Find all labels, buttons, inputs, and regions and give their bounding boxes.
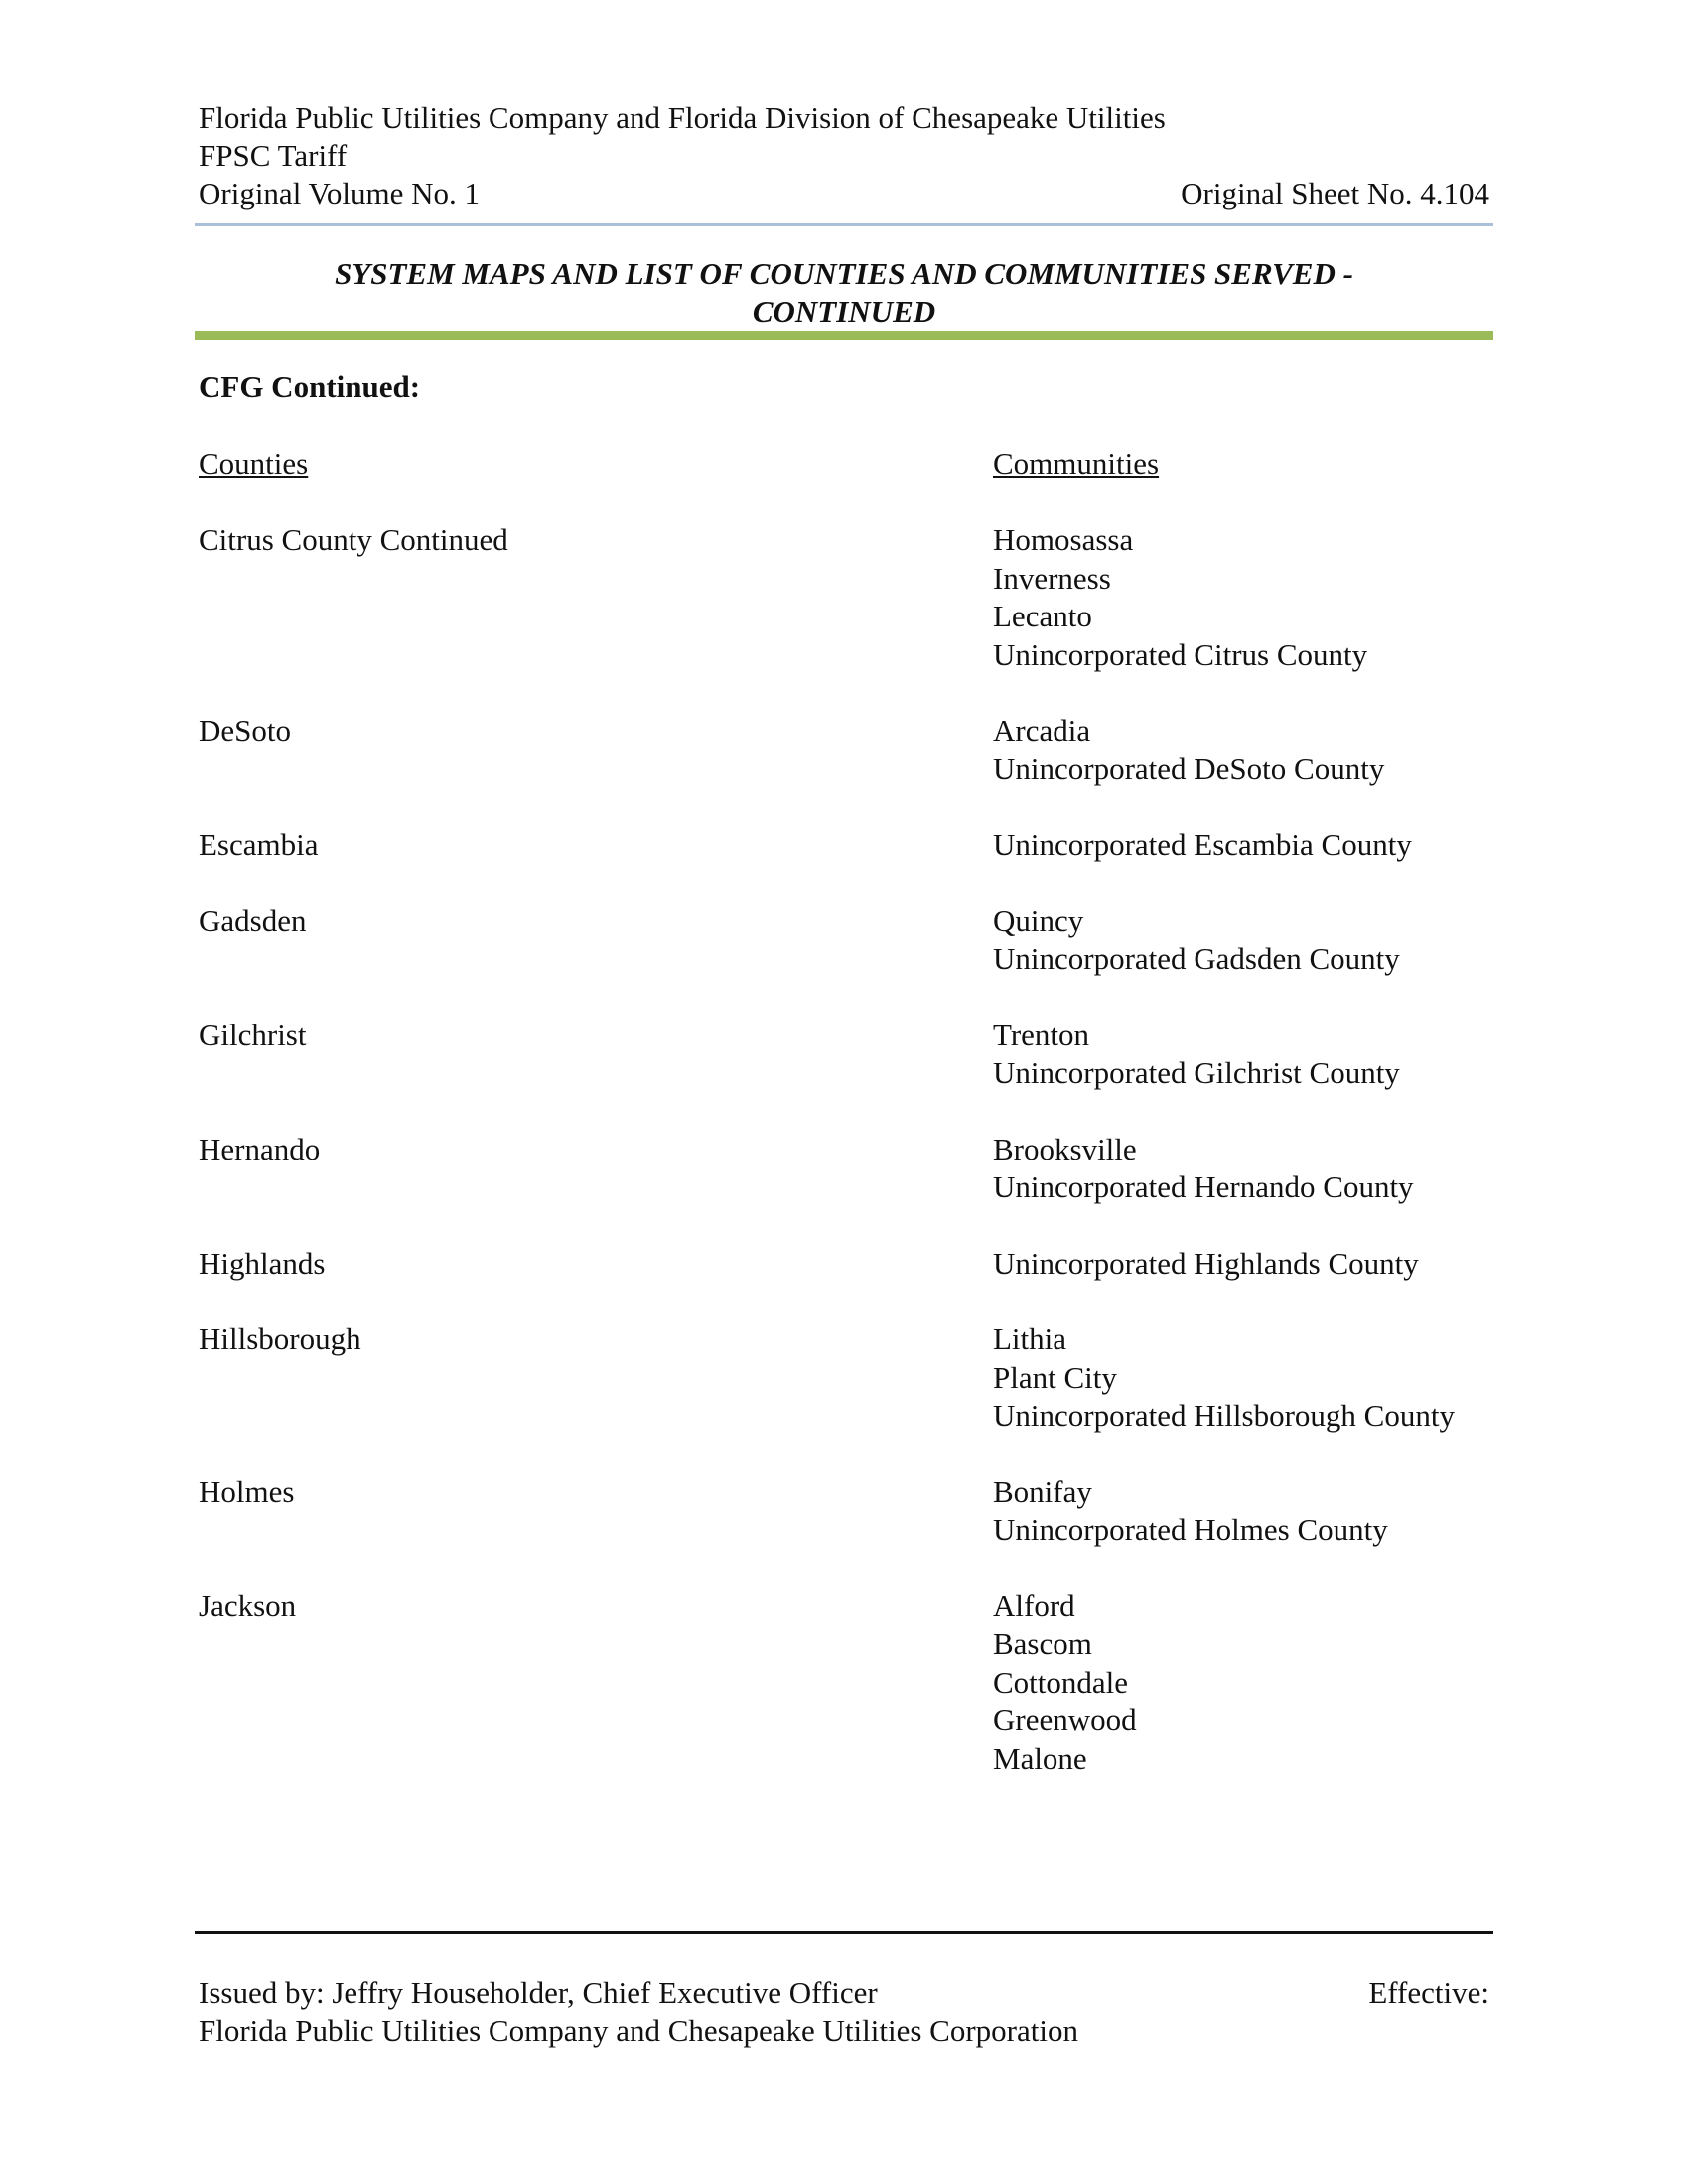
community-name: Brooksville xyxy=(993,1131,1137,1166)
community-name: Unincorporated Highlands County xyxy=(993,1245,1419,1281)
county-row xyxy=(199,902,1499,979)
header-volume: Original Volume No. 1 xyxy=(199,176,481,210)
community-list xyxy=(993,902,1400,979)
county-row xyxy=(199,1473,1499,1550)
county-row xyxy=(199,826,1499,865)
community-name: Quincy xyxy=(993,902,1084,938)
county-name: Highlands xyxy=(199,1245,326,1281)
community-name: Lithia xyxy=(993,1321,1067,1356)
community-name: Plant City xyxy=(993,1359,1117,1395)
county-name: Jackson xyxy=(199,1587,297,1623)
county-name: Escambia xyxy=(199,827,319,862)
county-row xyxy=(199,1587,1499,1779)
community-list xyxy=(993,826,1412,865)
footer-effective: Effective: xyxy=(1368,1976,1489,2010)
community-name: Lecanto xyxy=(993,599,1092,633)
community-name: Bonifay xyxy=(993,1473,1092,1509)
community-list xyxy=(993,1473,1388,1550)
county-name: DeSoto xyxy=(199,713,291,748)
community-list xyxy=(993,712,1384,788)
community-name: Cottondale xyxy=(993,1664,1129,1700)
county-community-list xyxy=(199,521,1499,1816)
community-name: Homosassa xyxy=(993,522,1134,557)
community-list xyxy=(993,1245,1419,1284)
community-name: Trenton xyxy=(993,1017,1090,1052)
county-row xyxy=(199,1320,1499,1435)
community-name: Greenwood xyxy=(993,1703,1137,1737)
community-name: Unincorporated Hernando County xyxy=(993,1169,1414,1204)
community-name: Unincorporated Gilchrist County xyxy=(993,1055,1400,1090)
community-name: Unincorporated DeSoto County xyxy=(993,751,1385,786)
county-name: Hillsborough xyxy=(199,1321,361,1356)
community-list xyxy=(993,1587,1137,1779)
county-name: Gilchrist xyxy=(199,1017,307,1052)
counties-column-header: Counties xyxy=(199,446,309,480)
header-sheet-number: Original Sheet No. 4.104 xyxy=(1181,176,1489,210)
page-title-line-2: CONTINUED xyxy=(752,294,936,329)
county-name: Gadsden xyxy=(199,902,307,938)
community-list xyxy=(993,1017,1400,1093)
footer-divider xyxy=(195,1931,1493,1934)
title-divider xyxy=(195,331,1493,340)
county-row xyxy=(199,1017,1499,1093)
section-heading: CFG Continued: xyxy=(199,369,421,404)
county-row xyxy=(199,1245,1499,1284)
footer-issued-by: Issued by: Jeffry Householder, Chief Executive Officer xyxy=(199,1976,878,2010)
community-list xyxy=(993,521,1367,674)
county-name: Citrus County Continued xyxy=(199,522,508,557)
county-row xyxy=(199,712,1499,788)
page-title xyxy=(195,255,1493,331)
community-name: Unincorporated Escambia County xyxy=(993,827,1412,862)
community-name: Unincorporated Gadsden County xyxy=(993,941,1400,976)
header-company: Florida Public Utilities Company and Florida Division of Chesapeake Utilities xyxy=(199,100,1166,135)
community-name: Unincorporated Holmes County xyxy=(993,1512,1388,1547)
footer-company: Florida Public Utilities Company and Chesapeake Utilities Corporation xyxy=(199,2013,1078,2048)
county-row xyxy=(199,1131,1499,1207)
communities-column-header: Communities xyxy=(993,446,1160,480)
community-list xyxy=(993,1131,1414,1207)
county-name: Hernando xyxy=(199,1131,321,1166)
community-name: Bascom xyxy=(993,1626,1092,1661)
page-title-line-1: SYSTEM MAPS AND LIST OF COUNTIES AND COMMUNITIES SERVED - xyxy=(335,256,1353,291)
community-name: Inverness xyxy=(993,560,1111,596)
county-row xyxy=(199,521,1499,674)
community-list xyxy=(993,1320,1455,1435)
header-tariff: FPSC Tariff xyxy=(199,138,348,173)
community-name: Unincorporated Citrus County xyxy=(993,636,1368,672)
header-divider xyxy=(195,223,1493,226)
community-name: Malone xyxy=(993,1740,1087,1776)
county-name: Holmes xyxy=(199,1473,295,1509)
community-name: Alford xyxy=(993,1587,1075,1623)
community-name: Unincorporated Hillsborough County xyxy=(993,1398,1455,1433)
community-name: Arcadia xyxy=(993,713,1091,748)
